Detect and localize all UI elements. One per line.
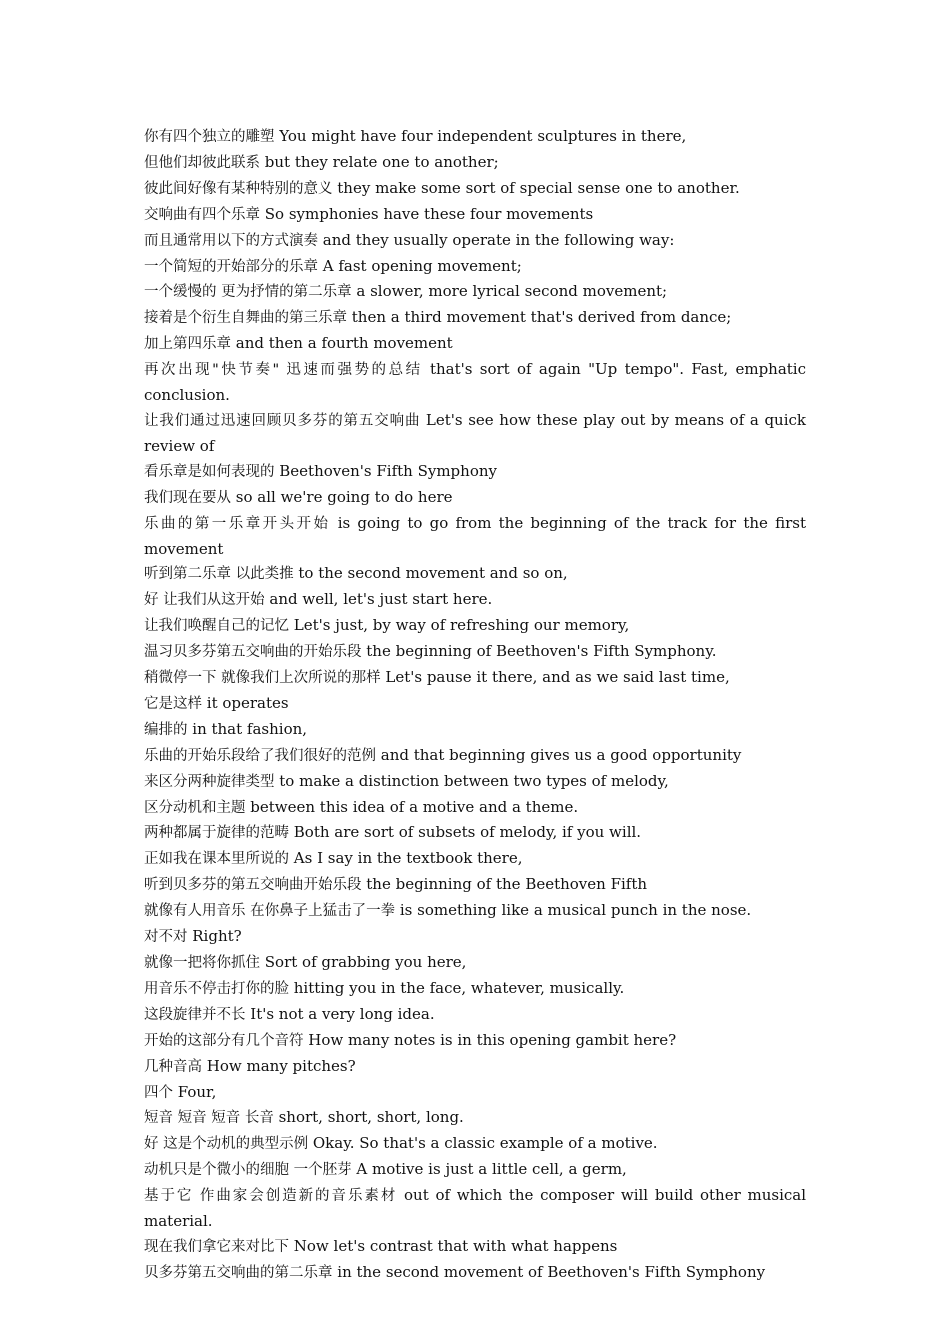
english-text: Four, [173, 1082, 217, 1101]
english-text: in the second movement of Beethoven's Fifth Symphony [332, 1262, 766, 1281]
transcript-line [144, 1105, 806, 1131]
chinese-text: 乐曲的开始乐段给了我们很好的范例 [144, 747, 376, 764]
transcript-line [144, 898, 806, 924]
chinese-text: 动机只是个微小的细胞 一个胚芽 [144, 1162, 352, 1179]
english-text: Let's pause it there, and as we said last time, [380, 668, 730, 687]
transcript-line [144, 846, 806, 872]
transcript-line [144, 1260, 806, 1286]
english-text: to make a distinction between two types of melody, [274, 771, 669, 790]
transcript-line [144, 717, 806, 743]
chinese-text: 用音乐不停击打你的脸 [144, 980, 289, 997]
english-text: hitting you in the face, whatever, musically. [289, 978, 625, 997]
english-text: Sort of grabbing you here, [260, 953, 467, 971]
transcript-line [144, 408, 806, 459]
english-text: and well, let's just start here. [264, 590, 493, 609]
transcript-line [144, 1183, 806, 1234]
chinese-text: 接着是个衍生自舞曲的第三乐章 [144, 310, 347, 327]
transcript-line [144, 357, 806, 408]
english-text: in that fashion, [187, 719, 308, 738]
english-text: A motive is just a little cell, a germ, [351, 1160, 627, 1179]
transcript-line [144, 691, 806, 717]
chinese-text: 这段旋律并不长 [144, 1006, 246, 1023]
chinese-text: 让我们通过迅速回顾贝多芬的第五交响曲 [144, 412, 421, 429]
chinese-text: 来区分两种旋律类型 [144, 773, 275, 790]
english-text: a slower, more lyrical second movement; [351, 282, 668, 301]
document-page [144, 124, 806, 1286]
chinese-text: 就像有人用音乐 在你鼻子上猛击了一拳 [144, 903, 396, 920]
transcript-line [144, 561, 806, 587]
transcript-line [144, 639, 806, 665]
chinese-text: 我们现在要从 [144, 489, 231, 506]
chinese-text: 它是这样 [144, 695, 202, 712]
chinese-text: 编排的 [144, 721, 188, 738]
chinese-text: 再次出现"快节奏" 迅速而强势的总结 [144, 362, 423, 379]
chinese-text: 几种音高 [144, 1058, 202, 1075]
chinese-text: 但他们却彼此联系 [144, 154, 260, 171]
chinese-text: 就像一把将你抓住 [144, 955, 260, 971]
transcript-line [144, 1028, 806, 1054]
chinese-text: 交响曲有四个乐章 [144, 206, 260, 223]
chinese-text: 现在我们拿它来对比下 [144, 1238, 289, 1255]
english-text: but they relate one to another; [260, 152, 499, 171]
english-text: A fast opening movement; [318, 256, 522, 275]
transcript-line [144, 459, 806, 485]
chinese-text: 区分动机和主题 [144, 799, 246, 816]
chinese-text: 好 让我们从这开始 [144, 592, 265, 609]
chinese-text: 一个缓慢的 更为抒情的第二乐章 [144, 284, 352, 301]
english-text: the beginning of Beethoven's Fifth Symphony. [361, 642, 717, 661]
english-text: Beethoven's Fifth Symphony [274, 461, 497, 480]
transcript-line [144, 1157, 806, 1183]
english-text: and that beginning gives us a good opportunity [376, 745, 742, 764]
transcript-line [144, 1054, 806, 1080]
english-text: to the second movement and so on, [293, 564, 568, 583]
english-text: then a third movement that's derived from dance; [347, 308, 732, 327]
english-text: is something like a musical punch in the nose. [395, 901, 752, 920]
chinese-text: 加上第四乐章 [144, 336, 231, 353]
english-text: Let's just, by way of refreshing our memory, [289, 616, 630, 635]
chinese-text: 听到贝多芬的第五交响曲开始乐段 [144, 877, 362, 894]
english-text: and then a fourth movement [231, 334, 453, 353]
english-text: out of which the composer will build other musical material. [144, 1186, 807, 1231]
english-text: short, short, short, long. [273, 1108, 464, 1127]
chinese-text: 对不对 [144, 929, 188, 946]
english-text: How many pitches? [202, 1056, 356, 1075]
english-text: You might have four independent sculptures in there, [274, 127, 687, 145]
chinese-text: 正如我在课本里所说的 [144, 851, 289, 868]
english-text: so all we're going to do here [231, 487, 453, 506]
transcript-line [144, 331, 806, 357]
english-text: between this idea of a motive and a theme. [245, 797, 579, 816]
transcript-line [144, 511, 806, 562]
chinese-text: 开始的这部分有几个音符 [144, 1032, 304, 1049]
chinese-text: 温习贝多芬第五交响曲的开始乐段 [144, 644, 362, 661]
transcript-line [144, 485, 806, 511]
english-text: that's sort of again "Up tempo". Fast, emphatic conclusion. [144, 360, 806, 405]
english-text: the beginning of the Beethoven Fifth [361, 875, 648, 894]
english-text: Let's see how these play out by means of a quick review of [144, 410, 806, 455]
english-text: Okay. So that's a classic example of a motive. [308, 1134, 658, 1153]
english-text: It's not a very long idea. [245, 1004, 435, 1023]
transcript-line [144, 743, 806, 769]
english-text: it operates [202, 693, 289, 712]
transcript-line [144, 150, 806, 176]
transcript-line [144, 254, 806, 280]
chinese-text: 一个简短的开始部分的乐章 [144, 258, 318, 275]
chinese-text: 你有四个独立的雕塑 [144, 129, 275, 145]
chinese-text: 两种都属于旋律的范畴 [144, 825, 289, 842]
chinese-text: 短音 短音 短音 长音 [144, 1110, 274, 1127]
english-text: Both are sort of subsets of melody, if you will. [289, 823, 642, 842]
transcript-line [144, 950, 806, 976]
english-text: Now let's contrast that with what happens [289, 1236, 618, 1255]
english-text: So symphonies have these four movements [260, 204, 594, 223]
chinese-text: 乐曲的第一乐章开头开始 [144, 515, 331, 532]
transcript-line [144, 1234, 806, 1260]
transcript-line [144, 1002, 806, 1028]
chinese-text: 而且通常用以下的方式演奏 [144, 232, 318, 249]
transcript-line [144, 795, 806, 821]
transcript-line [144, 124, 806, 150]
transcript-line [144, 228, 806, 254]
transcript-line [144, 279, 806, 305]
chinese-text: 基于它 作曲家会创造新的音乐素材 [144, 1188, 398, 1205]
chinese-text: 看乐章是如何表现的 [144, 463, 275, 480]
english-text: How many notes is in this opening gambit here? [303, 1030, 677, 1049]
english-text: they make some sort of special sense one to another. [332, 178, 740, 197]
english-text: and they usually operate in the following way: [318, 230, 675, 249]
transcript-line [144, 613, 806, 639]
chinese-text: 听到第二乐章 以此类推 [144, 566, 294, 583]
transcript-line [144, 587, 806, 613]
transcript-line [144, 872, 806, 898]
english-text: Right? [187, 927, 242, 946]
english-text: As I say in the textbook there, [289, 849, 523, 868]
chinese-text: 好 这是个动机的典型示例 [144, 1136, 309, 1153]
chinese-text: 彼此间好像有某种特别的意义 [144, 180, 333, 197]
transcript-line [144, 305, 806, 331]
transcript-line [144, 202, 806, 228]
chinese-text: 四个 [144, 1084, 173, 1101]
transcript-line [144, 769, 806, 795]
transcript-line [144, 176, 806, 202]
transcript-line [144, 1080, 806, 1106]
chinese-text: 稍微停一下 就像我们上次所说的那样 [144, 670, 381, 687]
chinese-text: 贝多芬第五交响曲的第二乐章 [144, 1264, 333, 1281]
transcript-line [144, 665, 806, 691]
english-text: is going to go from the beginning of the track for the first movement [144, 513, 806, 558]
transcript-line [144, 924, 806, 950]
transcript-line [144, 976, 806, 1002]
transcript-line [144, 820, 806, 846]
chinese-text: 让我们唤醒自己的记忆 [144, 618, 289, 635]
transcript-line [144, 1131, 806, 1157]
